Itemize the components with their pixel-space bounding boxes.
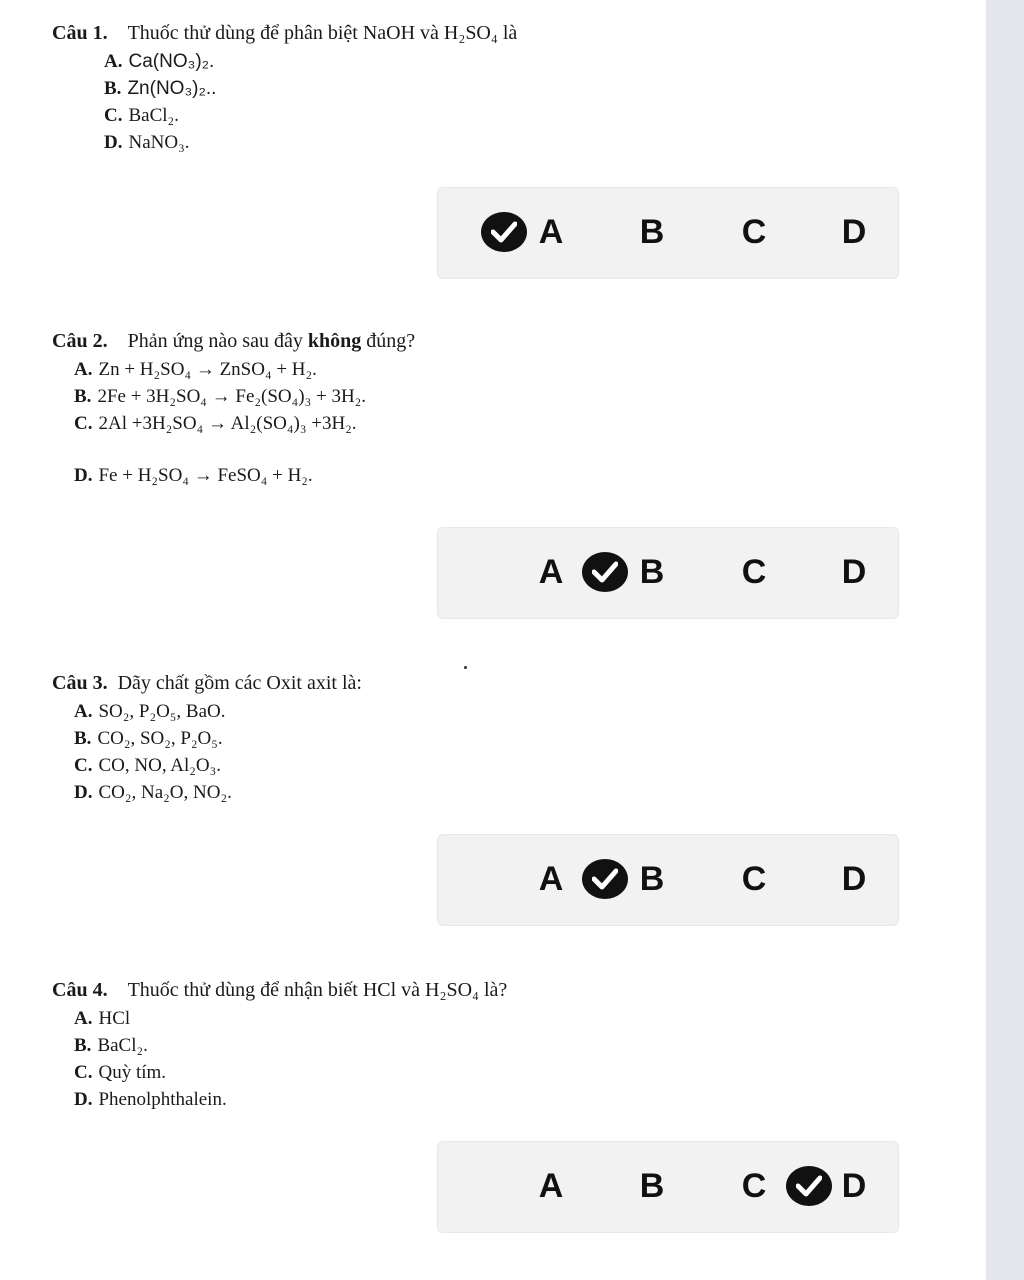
- question-number: Câu 1.: [52, 22, 108, 44]
- option-b: B. Zn(NO₃)₂..: [104, 78, 217, 99]
- answer-a[interactable]: A: [538, 213, 564, 251]
- selected-check-icon: [786, 1166, 832, 1206]
- answer-d[interactable]: D: [841, 213, 867, 251]
- answer-c[interactable]: C: [741, 213, 767, 251]
- option-d: D. Phenolphthalein.: [74, 1089, 227, 1110]
- option-d: D. CO₂, Na₂O, NO₂.: [74, 782, 232, 803]
- answer-a[interactable]: A: [538, 553, 564, 591]
- question-3: [52, 670, 362, 806]
- option-a: A. SO₂, P₂O₅, BaO.: [74, 701, 226, 722]
- answer-d[interactable]: D: [841, 553, 867, 591]
- answer-b[interactable]: B: [639, 553, 665, 591]
- option-b: B. 2Fe + 3H₂SO₄ → Fe₂(SO₄)₃ + 3H₂.: [74, 386, 367, 407]
- question-1: [52, 20, 517, 156]
- option-c: C. 2Al +3H₂SO₄ → Al₂(SO₄)₃ +3H₂.: [74, 413, 357, 434]
- option-a: A. Zn + H₂SO₄ → ZnSO₄ + H₂.: [74, 359, 317, 380]
- option-c: C. BaCl₂.: [104, 105, 179, 126]
- selected-check-icon: [582, 859, 628, 899]
- answer-d[interactable]: D: [841, 860, 867, 898]
- answer-a[interactable]: A: [538, 1167, 564, 1205]
- answer-selector-2: [437, 527, 899, 619]
- answer-b[interactable]: B: [639, 213, 665, 251]
- stray-dot: [464, 666, 467, 669]
- option-c: C. Quỳ tím.: [74, 1062, 167, 1083]
- answer-selector-4: [437, 1141, 899, 1233]
- question-text: Thuốc thử dùng để phân biệt NaOH và H₂SO₄ là: [127, 22, 518, 44]
- question-4: [52, 977, 507, 1113]
- option-b: B. BaCl₂.: [74, 1035, 148, 1056]
- answer-b[interactable]: B: [639, 860, 665, 898]
- right-edge-background: [986, 0, 1024, 1280]
- answer-c[interactable]: C: [741, 860, 767, 898]
- option-d: D. Fe + H₂SO₄ → FeSO₄ + H₂.: [74, 465, 313, 486]
- question-number: Câu 3.: [52, 672, 108, 694]
- selected-check-icon: [481, 212, 527, 252]
- answer-c[interactable]: C: [741, 553, 767, 591]
- option-b: B. CO₂, SO₂, P₂O₅.: [74, 728, 223, 749]
- option-c: C. CO, NO, Al₂O₃.: [74, 755, 221, 776]
- answer-c[interactable]: C: [741, 1167, 767, 1205]
- option-a: A. Ca(NO₃)₂.: [104, 51, 215, 72]
- question-text: Thuốc thử dùng để nhận biết HCl và H₂SO₄ là?: [127, 979, 508, 1001]
- answer-selector-1: [437, 187, 899, 279]
- question-number: Câu 2.: [52, 330, 108, 352]
- question-2: Câu 2. Phản ứng nào sau đây không đúng? A. Zn + H₂SO₄ → ZnSO₄ + H₂. B. 2Fe + 3H₂SO₄ → Fe₂(SO₄)₃ + 3H₂. C. 2Al +3H₂SO₄ → Al₂(SO₄)₃ +3H₂. D. Fe + H₂SO₄ → FeSO₄ + H₂.: [52, 328, 415, 489]
- option-d: D. NaNO₃.: [104, 132, 190, 153]
- question-text: Dãy chất gồm các Oxit axit là:: [117, 672, 362, 694]
- answer-d[interactable]: D: [841, 1167, 867, 1205]
- question-number: Câu 4.: [52, 979, 108, 1001]
- option-a: A. HCl: [74, 1008, 131, 1029]
- answer-b[interactable]: B: [639, 1167, 665, 1205]
- answer-a[interactable]: A: [538, 860, 564, 898]
- answer-selector-3: [437, 834, 899, 926]
- selected-check-icon: [582, 552, 628, 592]
